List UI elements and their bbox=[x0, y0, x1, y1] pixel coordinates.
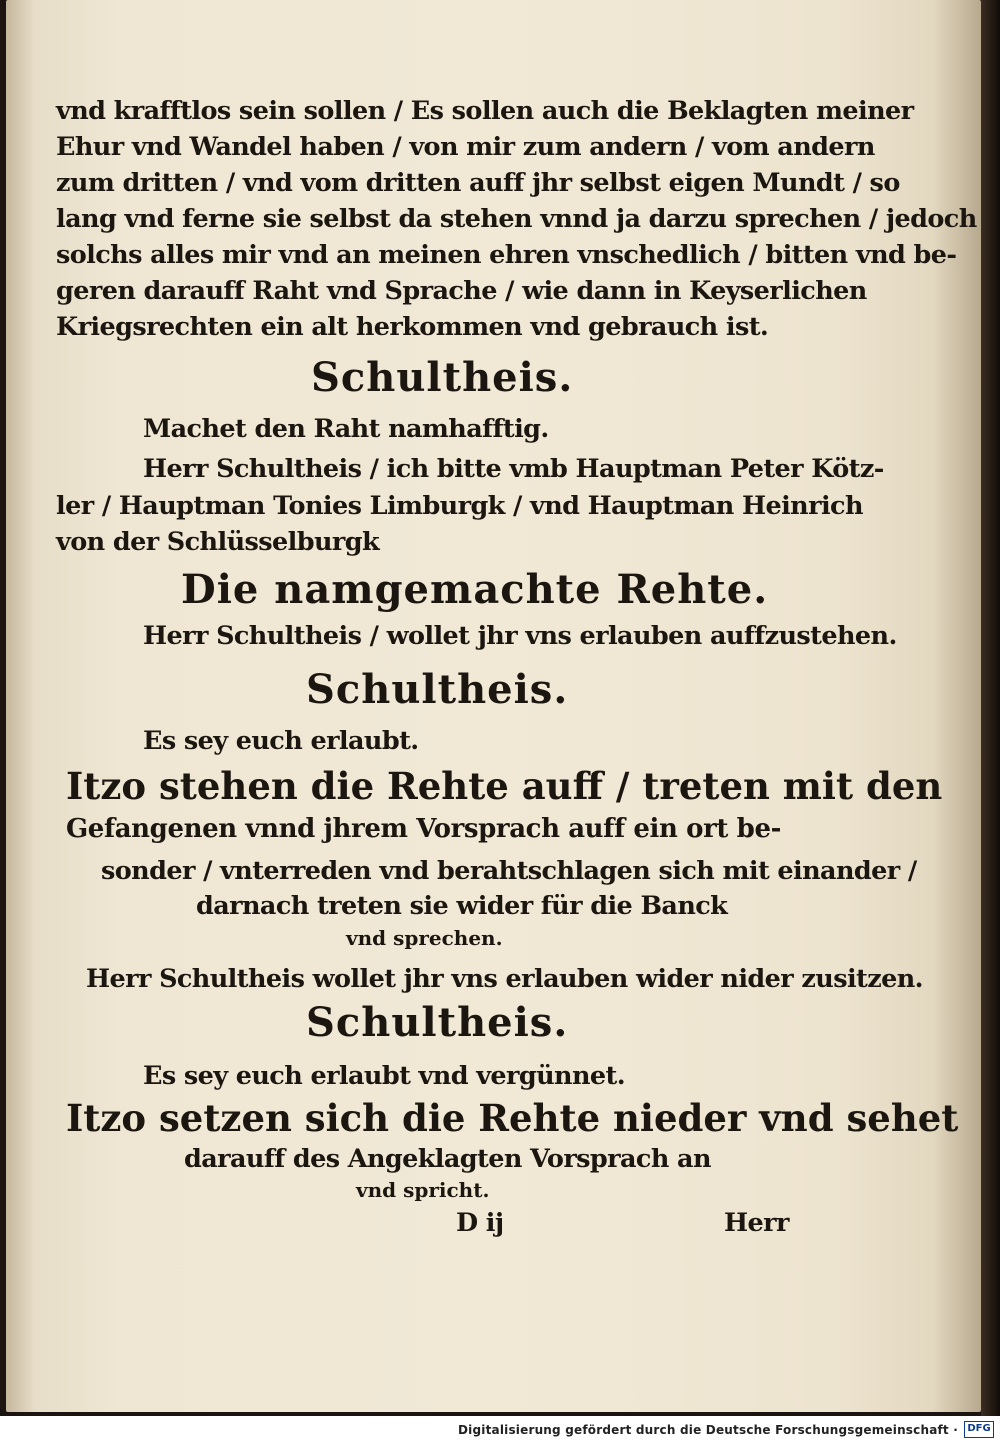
body-line-3: zum dritten / vnd vom dritten auff jhr selbst eigen Mundt / so bbox=[56, 168, 900, 198]
stage-direction-1-line-4: darnach treten sie wider für die Banck bbox=[196, 891, 728, 921]
body-line-6: geren darauff Raht vnd Sprache / wie dann in Keyserlichen bbox=[56, 276, 867, 306]
line-rehte-1: Herr Schultheis / wollet jhr vns erlauben auffzustehen. bbox=[143, 621, 897, 651]
stage-direction-2-line-3: vnd spricht. bbox=[356, 1178, 490, 1202]
plea-line-1: Herr Schultheis / ich bitte vmb Hauptman Peter Kötz- bbox=[143, 454, 884, 484]
stage-direction-1-line-3: sonder / vnterreden vnd berahtschlagen sich mit einander / bbox=[101, 856, 917, 886]
dfg-logo-icon: DFG bbox=[964, 1421, 994, 1438]
heading-schultheis-3: Schultheis. bbox=[306, 999, 569, 1046]
heading-rehte: Die namgemachte Rehte. bbox=[181, 566, 769, 613]
stage-direction-1-line-1: Itzo stehen die Rehte auff / treten mit den bbox=[66, 764, 943, 808]
catchword: Herr bbox=[724, 1208, 789, 1238]
body-line-4: lang vnd ferne sie selbst da stehen vnnd ja darzu sprechen / jedoch bbox=[56, 204, 977, 234]
book-page bbox=[6, 0, 981, 1412]
funding-credit: Digitalisierung gefördert durch die Deutsche Forschungsgemeinschaft · bbox=[458, 1423, 958, 1437]
body-line-1: vnd krafftlos sein sollen / Es sollen auch die Beklagten meiner bbox=[56, 96, 914, 126]
body-line-7: Kriegsrechten ein alt herkommen vnd gebrauch ist. bbox=[56, 312, 769, 342]
body-line-2: Ehur vnd Wandel haben / von mir zum andern / vom andern bbox=[56, 132, 875, 162]
signature-mark: D ij bbox=[456, 1208, 504, 1238]
heading-schultheis-1: Schultheis. bbox=[311, 354, 574, 401]
plea-line-3: von der Schlüsselburgk bbox=[56, 527, 380, 557]
heading-schultheis-2: Schultheis. bbox=[306, 666, 569, 713]
line-rehte-2: Herr Schultheis wollet jhr vns erlauben wider nider zusitzen. bbox=[86, 964, 923, 994]
book-spine-shadow bbox=[981, 0, 1000, 1416]
footer-bar bbox=[0, 1416, 1000, 1444]
body-line-5: solchs alles mir vnd an meinen ehren vnschedlich / bitten vnd be- bbox=[56, 240, 957, 270]
stage-direction-2-line-2: darauff des Angeklagten Vorsprach an bbox=[184, 1144, 711, 1174]
stage-direction-2-line-1: Itzo setzen sich die Rehte nieder vnd sehet bbox=[66, 1096, 959, 1140]
stage-direction-1-line-2: Gefangenen vnnd jhrem Vorsprach auff ein ort be- bbox=[66, 814, 781, 844]
stage-direction-1-line-5: vnd sprechen. bbox=[346, 926, 503, 950]
plea-line-2: ler / Hauptman Tonies Limburgk / vnd Hauptman Heinrich bbox=[56, 491, 863, 521]
line-schultheis-2: Es sey euch erlaubt. bbox=[143, 726, 419, 756]
line-schultheis-3: Es sey euch erlaubt vnd vergünnet. bbox=[143, 1061, 626, 1091]
line-schultheis-1: Machet den Raht namhafftig. bbox=[143, 414, 549, 444]
